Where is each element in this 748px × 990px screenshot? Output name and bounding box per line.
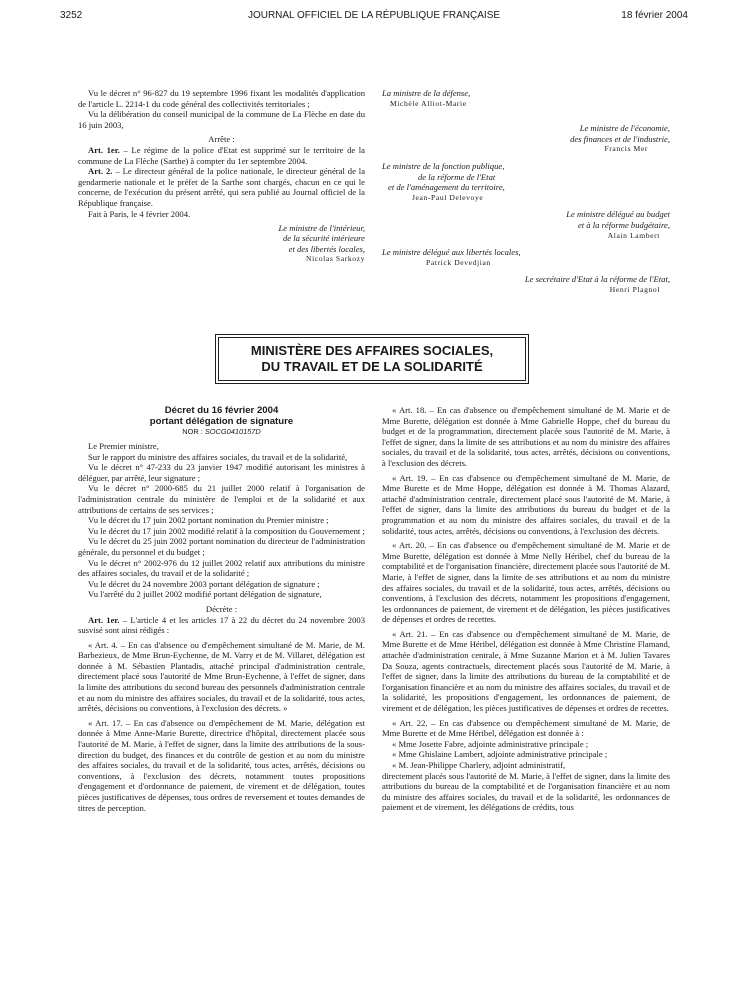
article-label: Art. 1er.: [88, 614, 120, 625]
list-item: « M. Jean-Philippe Charlery, adjoint administratif,: [392, 760, 566, 770]
running-header: [60, 10, 688, 26]
ministry-heading-box: [218, 337, 526, 381]
decree-right-column: [382, 405, 670, 813]
article-17: « Art. 17. – En cas d'absence ou d'empêchement de M. Marie, délégation est donnée à Mme Anne-Marie Burette, directrice d'hôpital, directement placée sous l'autorité de M. Marie, à l'effet de signer, dans la limite des attributions de la sous-direction du budget, des finances et du contrôle de gestion et au nom du ministre des affaires sociales, du travail et de la solidarité, tous actes, arrêtés, décisions ou conventions, à l'exclusion des décrets, notamment toutes propositions d'engagement et d'ordonnance de paiement, de virement et de délégation, toutes pièces justificatives de dépenses, tous ordres de reversement et toutes demandes de titres de perception.: [78, 717, 365, 813]
preamble-paragraph: Sur le rapport du ministre des affaires sociales, du travail et de la solidarité,: [88, 451, 348, 462]
list-item: « Mme Ghislaine Lambert, adjointe administrative principale ;: [392, 749, 608, 760]
article-text: – Le régime de la police d'Etat est supprimé sur le territoire de la commune de La Flèche (Sarthe) à compter du 1er septembre 2004.: [78, 144, 365, 166]
signatory-title: et de l'aménagement du territoire,: [388, 182, 505, 193]
ministry-heading-line: DU TRAVAIL ET DE LA SOLIDARITÉ: [261, 359, 483, 374]
signatory-name: Michèle Alliot-Marie: [390, 98, 467, 108]
list-item: « Mme Josette Fabre, adjointe administrative principale ;: [392, 738, 589, 749]
signature-block: [382, 161, 670, 203]
ministry-heading-line: MINISTÈRE DES AFFAIRES SOCIALES,: [250, 343, 494, 358]
signatory-title: Le ministre délégué au budget: [566, 209, 670, 220]
signature-block: [382, 88, 670, 109]
fait-a-paris: Fait à Paris, le 4 février 2004.: [88, 208, 191, 219]
signatory-title: Le ministre délégué aux libertés locales,: [382, 247, 521, 258]
article-22-continuation: directement placés sous l'autorité de M. Marie, à l'effet de signer, dans la limite des attributions du bureau de la comptabilité et de l'organisation financière et au nom du ministre des affaires sociales, du travail et de la solidarité, les ordonnances de paiement et de virement, les délégations de crédits, tous: [382, 770, 670, 813]
top-right-column: [382, 88, 670, 296]
decree-title-line: portant délégation de signature: [149, 416, 294, 427]
page-number: 3252: [60, 10, 83, 21]
article-1: [78, 615, 365, 636]
visa-paragraph: Vu l'arrêté du 2 juillet 2002 modifié portant délégation de signature,: [88, 589, 322, 600]
preamble-paragraph: Le Premier ministre,: [88, 441, 159, 451]
signatory-title: Le secrétaire d'Etat à la réforme de l'Etat,: [524, 274, 670, 285]
signature-block: [382, 247, 670, 268]
decree-title-line: Décret du 16 février 2004: [164, 405, 279, 416]
visa-paragraph: Vu le décret n° 2000-685 du 21 juillet 2000 relatif à l'organisation de l'administration centrale du ministère de l'emploi et de la solidarité et aux attributions de certains de ses services ;: [78, 483, 365, 515]
signatory-title: Le ministre de l'intérieur,: [278, 223, 365, 234]
signatory-name: Nicolas Sarkozy: [306, 253, 365, 263]
signatory-title: de la réforme de l'Etat: [418, 171, 496, 182]
visa-paragraph: Vu le décret n° 96-827 du 19 septembre 1996 fixant les modalités d'application de l'article L. 2214-1 du code général des collectivités territoriales ;: [78, 88, 365, 109]
article-label: Art. 2.: [88, 166, 113, 177]
visa-paragraph: Vu le décret du 24 novembre 2003 portant délégation de signature ;: [88, 578, 320, 589]
signature-block: [382, 123, 670, 155]
article-text: – Le directeur général de la police nationale, le directeur général de la gendarmerie nationale et le préfet de la Sarthe sont chargés, chacun en ce qui le concerne, de l'exécution du présent arrêté, qui sera publié au Journal officiel de la République française.: [78, 166, 366, 208]
arrete-heading: Arrête :: [208, 134, 235, 145]
visa-paragraph: Vu le décret du 25 juin 2002 portant nomination du directeur de l'administration générale, du personnel et du budget ;: [78, 536, 365, 557]
visa-paragraph: Vu le décret n° 47-233 du 23 janvier 1947 modifié autorisant les ministres à déléguer, par arrêté, leur signature ;: [78, 462, 365, 483]
article-2: [78, 166, 365, 208]
signatory-title: et des libertés locales,: [288, 243, 365, 254]
visa-paragraph: Vu le décret du 17 juin 2002 portant nomination du Premier ministre ;: [88, 515, 329, 526]
decree-left-column: [78, 405, 365, 813]
signatory-name: Alain Lambert: [607, 230, 660, 240]
signatory-title: Le ministre de l'économie,: [579, 123, 670, 134]
signatory-name: Henri Plagnol: [609, 284, 660, 294]
decrete-heading: Décrète :: [205, 603, 238, 614]
signature-block: [78, 223, 365, 264]
signatory-title: La ministre de la défense,: [382, 88, 471, 98]
nor-label: NOR :: [182, 427, 205, 436]
signatory-title: et à la réforme budgétaire,: [577, 219, 670, 230]
issue-date: 18 février 2004: [621, 10, 688, 21]
journal-title: JOURNAL OFFICIEL DE LA RÉPUBLIQUE FRANÇAISE: [247, 10, 501, 21]
article-1: [78, 145, 365, 166]
signatory-title: de la sécurité intérieure: [282, 233, 365, 244]
article-19: « Art. 19. – En cas d'absence ou d'empêchement simultané de M. Marie, de Mme Burette et de Mme Hoppe, délégation est donnée à M. Thomas Alazard, attaché d'administration centrale, directement placé sous l'autorité de M. Marie, à l'effet de signer, dans la limite des attributions du bureau du budget et de la programmation et au nom du ministre des affaires sociales, du travail et de la solidarité, tous actes, arrêtés, décisions ou conventions, à l'exclusion des décrets.: [382, 472, 670, 536]
nor-code: SOCG0410157D: [204, 427, 261, 436]
article-18: « Art. 18. – En cas d'absence ou d'empêchement simultané de M. Marie et de Mme Burette, délégation est donnée à Mme Gabrielle Hoppe, chef du bureau du budget et de la programmation, directement placée sous l'autorité de M. Marie, à l'effet de signer, dans la limite de ses attributions et au nom du ministre des affaires sociales, du travail et de la solidarité, tous actes, arrêtés, décisions ou conventions, à l'exclusion des décrets.: [382, 405, 670, 468]
signatory-title: Le ministre de la fonction publique,: [382, 160, 505, 171]
visa-paragraph: Vu la délibération du conseil municipal de la commune de La Flèche en date du 16 juin 2003,: [78, 109, 365, 130]
signature-block: [382, 209, 670, 241]
nor-reference: [78, 427, 365, 437]
signatory-name: Jean-Paul Delevoye: [412, 192, 484, 202]
decree-title: [78, 405, 365, 427]
signature-block: [382, 274, 670, 295]
signatory-title: des finances et de l'industrie,: [570, 133, 670, 144]
visa-paragraph: Vu le décret du 17 juin 2002 modifié relatif à la composition du Gouvernement ;: [88, 525, 365, 536]
top-left-column: [78, 88, 365, 264]
signatory-name: Patrick Devedjian: [426, 257, 491, 267]
signatory-name: Francis Mer: [604, 144, 648, 154]
article-22: « Art. 22. – En cas d'absence ou d'empêchement simultané de M. Marie, de Mme Burette et de Mme Héribel, délégation est donnée à :: [382, 717, 670, 739]
article-4: « Art. 4. – En cas d'absence ou d'empêchement simultané de M. Marie, de M. Barbezieux, de Mme Brun-Eychenne, de M. Varry et de M. Villaret, délégation est donnée à M. Sébastien Plantadis, attaché principal d'administration centrale, directement placé sous l'autorité de Mme Brun-Eychenne, à l'effet de signer, dans la limite des attributions du second bureau des personnels d'administration centrale et au nom du ministre des affaires sociales, du travail et de la solidarité, tous actes, arrêtés, décisions ou conventions, à l'exclusion des décrets. »: [78, 639, 365, 714]
article-21: « Art. 21. – En cas d'absence ou d'empêchement simultané de M. Marie, de Mme Burette et de Mme Héribel, délégation est donnée à Mme Christine Flamand, attachée d'administration centrale, à Mme Suzanne Marion et à M. Julien Tavares Da Souza, agents contractuels, directement placés sous l'autorité de M. Marie, à l'effet de signer, dans la limite des attributions du bureau de la comptabilité et de l'organisation financière et au nom du ministre des affaires sociales, du travail et de la solidarité, les propositions d'engagement, les ordonnances de paiement, de virement et de délégation, les pièces justificatives de dépenses et ordres de recettes.: [382, 628, 670, 714]
article-text: – L'article 4 et les articles 17 à 22 du décret du 24 novembre 2003 susvisé sont ainsi rédigés :: [78, 614, 365, 636]
article-label: Art. 1er.: [88, 144, 120, 155]
article-20: « Art. 20. – En cas d'absence ou d'empêchement simultané de M. Marie et de Mme Burette, délégation est donnée à Mme Nelly Héribel, chef du bureau de la comptabilité et de l'organisation financière, directement placée sous l'autorité de M. Marie, à l'effet de signer, dans la limite de ses attributions et au nom du ministre des affaires sociales, du travail et de la solidarité, tous actes, arrêtés, décisions ou conventions, à l'exclusion des décrets, notamment les propositions d'engagement, les ordonnances de paiement, de virement et de délégation, les pièces justificatives de dépenses et ordres de recettes.: [382, 540, 670, 625]
visa-paragraph: Vu le décret n° 2002-976 du 12 juillet 2002 relatif aux attributions du ministre des affaires sociales, du travail et de la solidarité ;: [78, 557, 365, 579]
